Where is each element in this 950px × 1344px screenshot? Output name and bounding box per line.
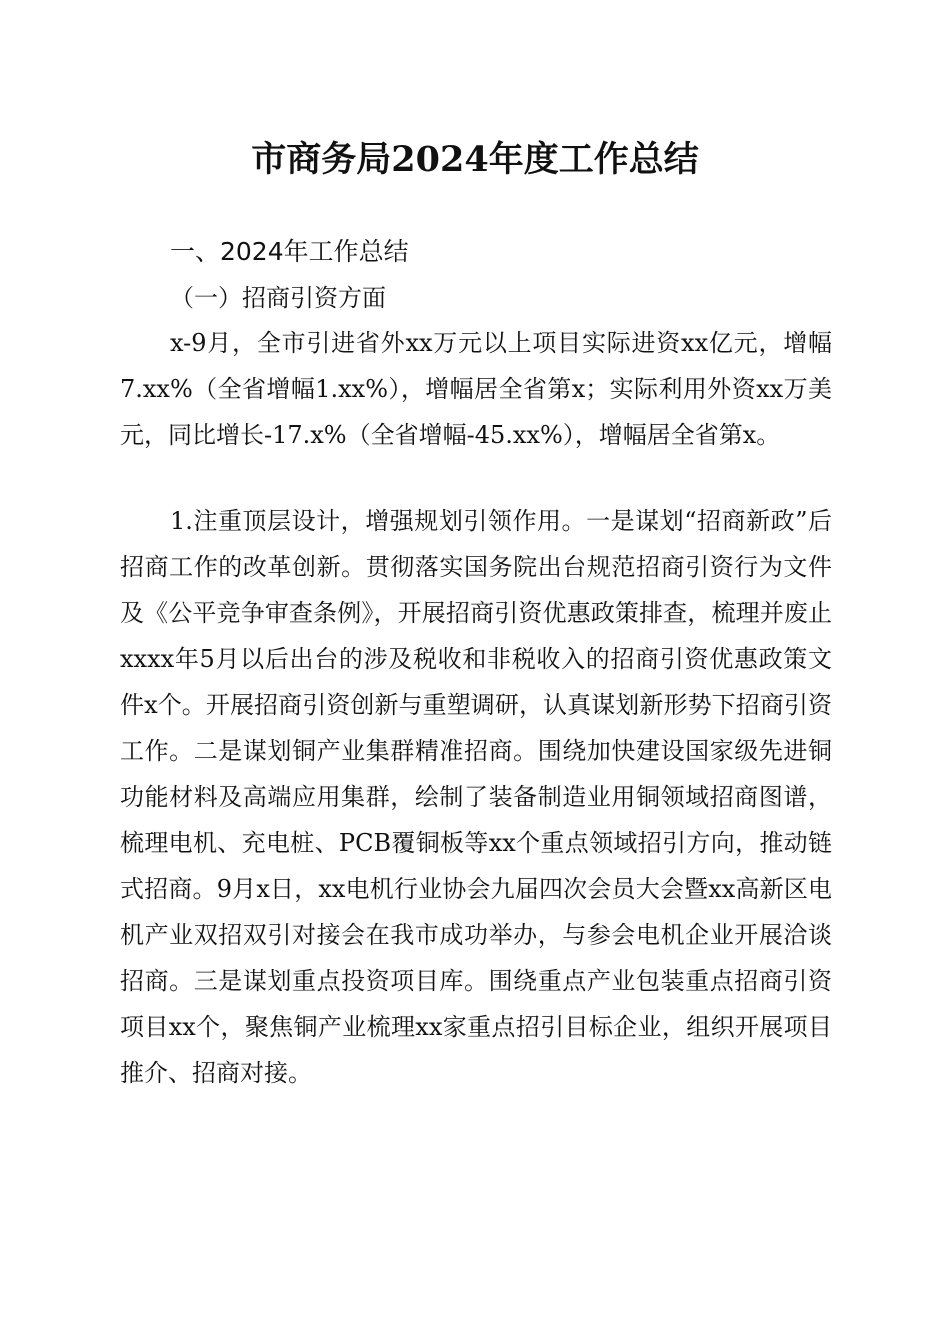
document-title: 市商务局2024年度工作总结 [251, 139, 699, 180]
paragraph-summary: x-9月，全市引进省外xx万元以上项目实际进资xx亿元，增幅7.xx%（全省增幅1.xx%），增幅居全省第x；实际利用外资xx万美元，同比增长-17.x%（全省增幅-45.xx%），增幅居全省第x。 [120, 329, 832, 449]
subsection-heading: （一）招商引资方面 [170, 284, 386, 312]
paragraph-top-level-design: 1.注重顶层设计，增强规划引领作用。一是谋划“招商新政”后招商工作的改革创新。贯彻落实国务院出台规范招商引资行为文件及《公平竞争审查条例》，开展招商引资优惠政策排查，梳理并废止xxxx年5月以后出台的涉及税收和非税收入的招商引资优惠政策文件x个。开展招商引资创新与重塑调研，认真谋划新形势下招商引资工作。二是谋划铜产业集群精准招商。围绕加快建设国家级先进铜功能材料及高端应用集群，绘制了装备制造业用铜领域招商图谱，梳理电机、充电桩、PCB覆铜板等xx个重点领域招引方向，推动链式招商。9月x日，xx电机行业协会九届四次会员大会暨xx高新区电机产业双招双引对接会在我市成功举办，与参会电机企业开展洽谈招商。三是谋划重点投资项目库。围绕重点产业包装重点招商引资项目xx个，聚焦铜产业梳理xx家重点招引目标企业，组织开展项目推介、招商对接。 [120, 507, 832, 1087]
section-heading: 一、2024年工作总结 [170, 237, 409, 266]
